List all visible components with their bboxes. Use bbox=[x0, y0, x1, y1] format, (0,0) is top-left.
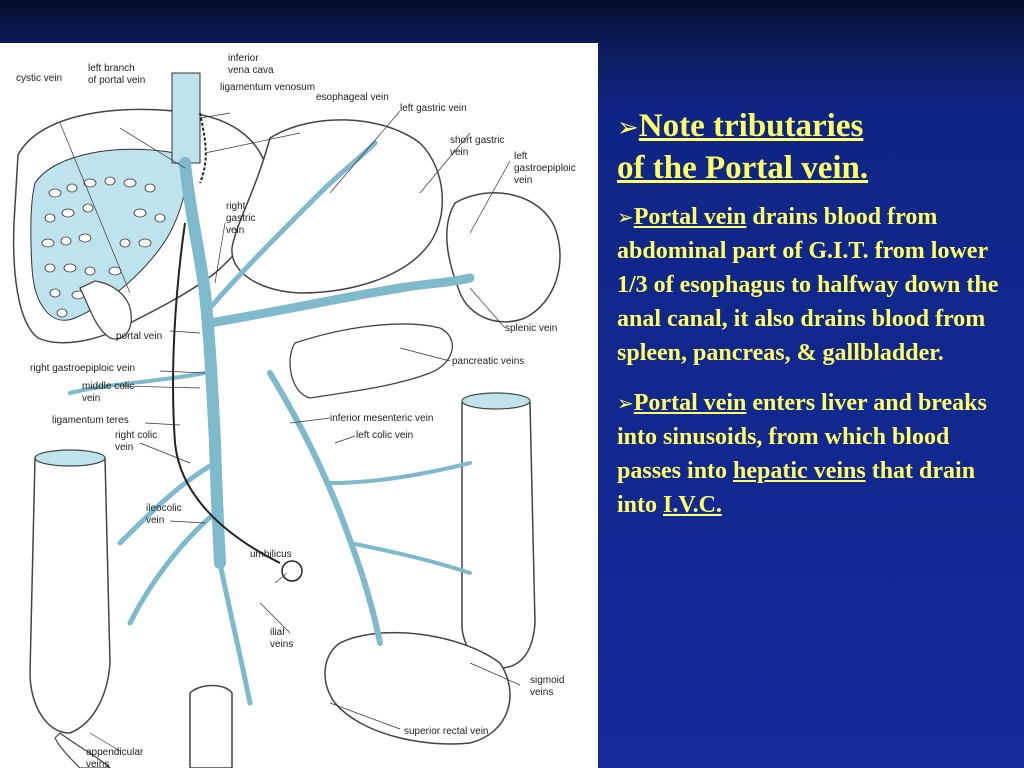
label-splenic-vein: splenic vein bbox=[505, 323, 558, 334]
label-ileocolic-1: ileocolic bbox=[146, 503, 182, 514]
label-ivc-2: vena cava bbox=[228, 65, 274, 76]
label-middle-colic-2: vein bbox=[82, 393, 101, 404]
label-ligamentum-venosum: ligamentum venosum bbox=[220, 82, 316, 93]
spleen bbox=[447, 193, 560, 322]
paragraph-1 bbox=[617, 200, 1009, 370]
label-right-gastric-1: right bbox=[226, 201, 246, 212]
p2-ivc-link: I.V.C. bbox=[663, 492, 722, 518]
label-portal-vein: portal vein bbox=[116, 331, 163, 342]
pancreas bbox=[290, 324, 452, 398]
title-line-1: Note tributaries bbox=[638, 108, 864, 144]
label-middle-colic-1: middle colic bbox=[82, 381, 135, 392]
superior-mesenteric-branches bbox=[120, 463, 250, 703]
label-left-gastroepiploic-1: left bbox=[514, 151, 528, 162]
label-left-gastric-vein: left gastric vein bbox=[400, 103, 467, 114]
text-panel bbox=[617, 106, 1009, 538]
label-appendicular-1: appendicular bbox=[86, 747, 144, 758]
label-ivc-1: inferior bbox=[228, 53, 259, 64]
ascending-colon bbox=[30, 451, 110, 734]
label-cystic-vein: cystic vein bbox=[16, 73, 63, 84]
label-ileocolic-2: vein bbox=[146, 515, 165, 526]
label-right-gastric-2: gastric bbox=[226, 213, 256, 224]
label-right-gastroepiploic-vein: right gastroepiploic vein bbox=[30, 363, 136, 374]
label-sigmoid-2: veins bbox=[530, 687, 554, 698]
portal-vein-diagram bbox=[0, 43, 598, 768]
label-right-colic-1: right colic bbox=[115, 430, 158, 441]
label-inferior-mesenteric-vein: inferior mesenteric vein bbox=[330, 413, 434, 424]
left-colic-branches bbox=[330, 463, 470, 573]
label-short-gastric-2: vein bbox=[450, 147, 469, 158]
label-left-gastroepiploic-2: gastroepiploic bbox=[514, 163, 576, 174]
title-line-2: of the Portal vein. bbox=[617, 150, 869, 186]
slide-title bbox=[617, 106, 1009, 188]
label-ilial-2: veins bbox=[270, 639, 294, 650]
p2-text-1: enters liver and breaks into sinusoids, from which blood passes into bbox=[617, 390, 987, 484]
label-left-gastroepiploic-3: vein bbox=[514, 175, 533, 186]
label-appendicular-2: veins bbox=[86, 759, 110, 768]
inferior-vena-cava bbox=[172, 73, 200, 163]
label-left-colic-vein: left colic vein bbox=[356, 430, 414, 441]
p2-hepatic-veins-link: hepatic veins bbox=[733, 458, 866, 484]
label-short-gastric-1: short gastric bbox=[450, 135, 505, 146]
p2-portal-vein-link: Portal vein bbox=[633, 390, 747, 416]
stomach bbox=[232, 120, 442, 293]
ascending-colon-opening bbox=[35, 450, 105, 466]
label-left-branch-1: left branch bbox=[88, 63, 135, 74]
label-right-gastric-3: vein bbox=[226, 225, 245, 236]
label-right-colic-2: vein bbox=[115, 442, 134, 453]
label-superior-rectal-vein: superior rectal vein bbox=[404, 726, 489, 737]
label-esophageal-vein: esophageal vein bbox=[316, 92, 389, 103]
label-ilial-1: ilial bbox=[270, 627, 285, 638]
descending-colon bbox=[462, 396, 535, 669]
diagram-svg bbox=[0, 43, 598, 768]
bullet-arrow-icon: ➢ bbox=[617, 113, 639, 143]
descending-colon-opening bbox=[462, 393, 530, 409]
label-umbilicus: umbilicus bbox=[250, 549, 292, 560]
p1-portal-vein-link: Portal vein bbox=[633, 204, 747, 230]
bullet-arrow-icon: ➢ bbox=[617, 205, 634, 229]
label-pancreatic-veins: pancreatic veins bbox=[452, 356, 525, 367]
label-ligamentum-teres: ligamentum teres bbox=[52, 415, 129, 426]
p1-text: drains blood from abdominal part of G.I.T. from lower 1/3 of esophagus to halfway down the anal canal, it also drains blood from spleen, pancreas, & gallbladder. bbox=[617, 204, 999, 366]
umbilicus-mark bbox=[282, 561, 302, 581]
paragraph-2 bbox=[617, 386, 1009, 522]
bullet-arrow-icon: ➢ bbox=[617, 391, 634, 415]
label-sigmoid-1: sigmoid bbox=[530, 675, 565, 686]
label-left-branch-2: of portal vein bbox=[88, 75, 146, 86]
p2-text-2: that drain into bbox=[617, 458, 976, 518]
rectum bbox=[190, 686, 232, 768]
